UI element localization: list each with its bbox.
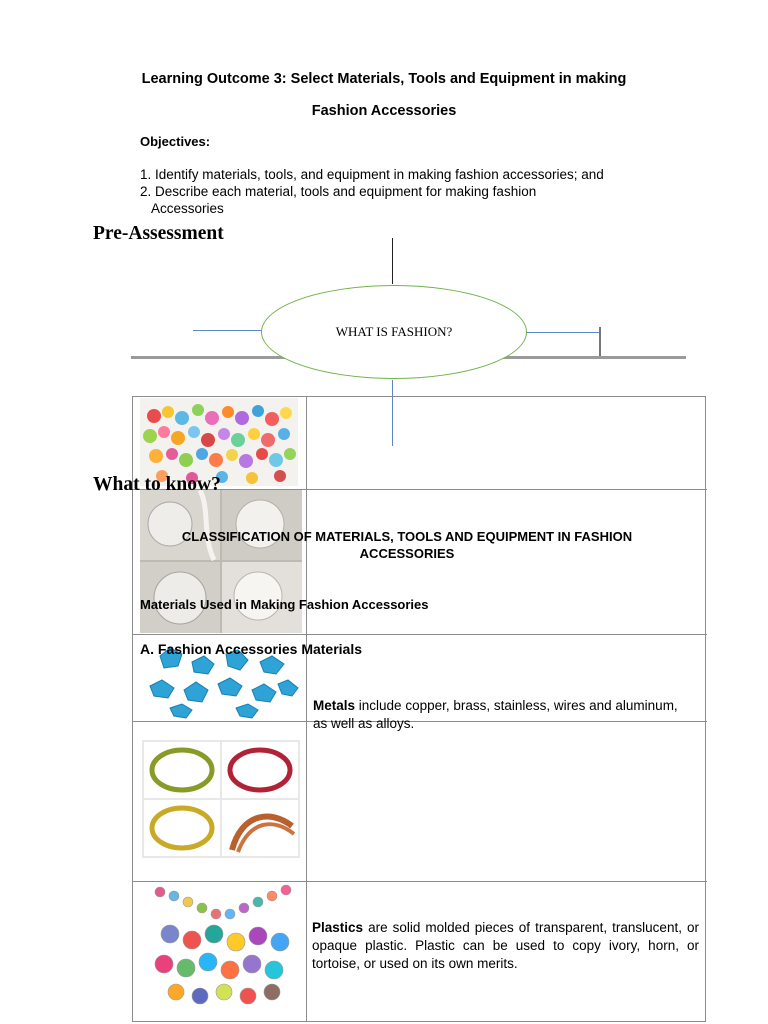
table-row-divider-2 [132,634,707,635]
pre-assessment-heading: Pre-Assessment [93,223,224,244]
metals-term: Metals [313,698,356,713]
metals-paragraph [313,697,683,733]
metal-wire-image [142,740,300,858]
connector-top [392,238,393,284]
metals-description: include copper, brass, stainless, wires and aluminum, as well as alloys. [313,698,678,731]
objective-item-2-continued: Accessories [151,201,224,216]
classification-heading-line-1: CLASSIFICATION OF MATERIALS, TOOLS AND EQUIPMENT IN FASHION [181,529,633,544]
page-title-line-2: Fashion Accessories [311,103,457,119]
plastic-beads-image [150,884,300,1008]
objectives-label: Objectives: [140,134,211,149]
connector-right-tick [599,327,601,359]
plastics-description: are solid molded pieces of transparent, translucent, or opaque plastic. Plastic can be used to copy ivory, horn, or tortoise, or used on its own merits. [312,920,699,971]
plastics-paragraph [312,919,699,973]
plastics-term: Plastics [312,920,364,935]
objective-item-2: 2. Describe each material, tools and equipment for making fashion [140,184,537,199]
section-a-heading: A. Fashion Accessories Materials [140,641,363,657]
objective-item-1: 1. Identify materials, tools, and equipment in making fashion accessories; and [140,167,604,182]
connector-right [526,332,600,333]
central-ellipse-text: WHAT IS FASHION? [335,324,453,339]
table-row-divider-4 [132,881,707,882]
central-ellipse [261,285,527,379]
page-title-line-1: Learning Outcome 3: Select Materials, Tools and Equipment in making [141,71,627,87]
connector-left [193,330,263,331]
materials-used-heading: Materials Used in Making Fashion Accessories [140,597,429,612]
classification-heading-line-2: ACCESSORIES [359,546,455,561]
what-to-know-heading: What to know? [93,474,221,495]
acrylic-beads-image [140,398,298,486]
